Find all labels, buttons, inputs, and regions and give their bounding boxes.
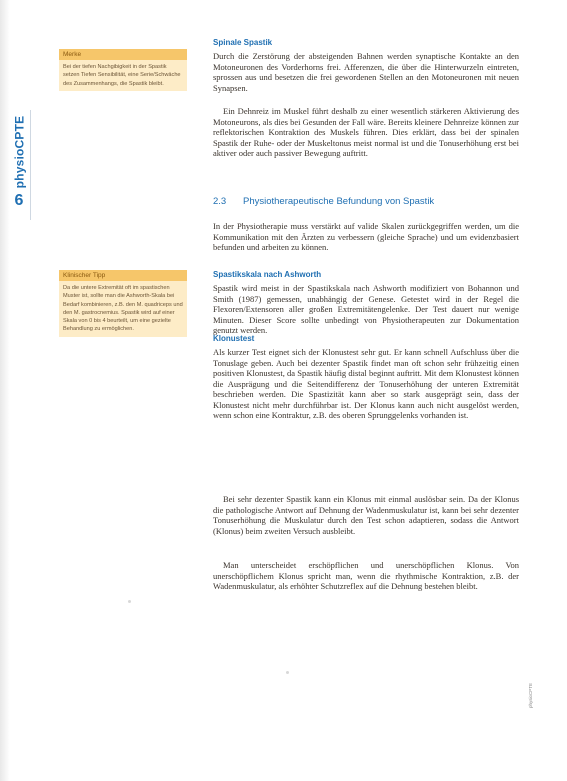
clinical-tip-title: Klinischer Tipp (59, 270, 187, 281)
paragraph-ashworth: Spastik wird meist in der Spastikskala nach Ashworth modifiziert von Bohannon und Smith (1987) gemessen, unabhängig der Genese. Getestet wird in der Regel die Flexoren/Extensoren aller großen Extremitätengelenke. Der Test dauert nur wenige Minuten. Dieser Score sollte unbedingt von Physiotherapeuten zur Dokumentation genutzt werden. (213, 283, 519, 335)
side-code: physioCPTE (527, 682, 533, 708)
paragraph-spinal-2: Ein Dehnreiz im Muskel führt deshalb zu einer wesentlich stärkeren Aktivierung des Motoneurons, als dies bei Gesunden der Fall wäre. Bereits kleinere Dehnreize können zur reflektorischen Kontraktion des Muskels führen. Dies erklärt, dass bei der spinalen Spastik der Ruhe- oder der Muskeltonus meist normal ist und die Tonuserhöhung erst bei aktiver oder auch passiver Bewegung auftritt. (213, 106, 519, 158)
paragraph-klonus-3: Man unterscheidet erschöpflichen und unerschöpflichen Klonus. Von unerschöpflichem Klonus spricht man, wenn die rhythmische Kontraktion, z.B. der Wadenmuskulatur, als erhöhter Schutzreflex auf die Dehnung bestehen bleibt. (213, 560, 519, 591)
page-mark (128, 600, 131, 603)
section-number: 2.3 (213, 196, 227, 207)
merke-box (59, 49, 187, 91)
heading-klonustest: Klonustest (213, 334, 255, 343)
merke-box-body: Bei der tiefen Nachgibigkeit in der Spastik setzen Tiefen Sensibilität, eine Serie/Schwäche des Zusammenhangs, die Spastik bleibt. (59, 60, 187, 91)
clinical-tip-body: Da die untere Extremität oft im spastischen Muster ist, sollte man die Ashworth-Skala bei Bedarf kombinieren, z.B. den M. quadriceps und den M. gastrocnemius. Spastik wird auf einer Skala von 0 bis 4 beurteilt, um eine gezielte Behandlung zu ermöglichen. (59, 281, 187, 337)
paragraph-section-intro: In der Physiotherapie muss verstärkt auf valide Skalen zurückgegriffen werden, um die Kommunikation mit den Ärzten zu verbessern (gleiche Sprache) und um evidenzbasiert befunden und arbeiten zu können. (213, 221, 519, 252)
heading-spinale-spastik: Spinale Spastik (213, 38, 273, 47)
chapter-tab: 6 (14, 192, 24, 209)
section-heading (213, 196, 434, 207)
page-mark (286, 671, 289, 674)
paragraph-spinal-1: Durch die Zerstörung der absteigenden Bahnen werden synaptische Kontakte an den Motoneuronen des Vorderhorns frei. Afferenzen, die über die Hinterwurzeln eintreten, sprossen aus und besetzen die frei gewordenen Stellen an den Motoneuronen mit neuen Synapsen. (213, 51, 519, 93)
paragraph-klonus-1: Als kurzer Test eignet sich der Klonustest sehr gut. Er kann schnell Aufschluss über die Tonuslage geben. Auch bei dezenter Spastik findet man oft schon sehr frühzeitig einen positiven Klonustest, da Spastik häufig distal beginnt auftritt. Mit dem Klonustest können die Ausprägung und die Seitendifferenz der Tonuserhöhung der unteren Extremität beschrieben werden. Die Spastizität kann aber so stark ausgeprägt sein, dass der Klonustest nicht mehr durchführbar ist. Der Klonus kann auch nicht ausgelöst werden, wenn schon eine Kontraktur, z.B. des oberen Sprunggelenks vorhanden ist. (213, 347, 519, 420)
clinical-tip-box (59, 270, 187, 337)
series-brand: physioCPTE (12, 115, 26, 189)
sidebar-rule (30, 110, 31, 220)
paragraph-klonus-2: Bei sehr dezenter Spastik kann ein Klonus mit einmal auslösbar sein. Da der Klonus die pathologische Antwort auf Dehnung der Wadenmuskulatur ist, kann bei sehr dezenter Tonuserhöhung die Muskulatur durch den Test schon adaptieren, sodass die Antwort (Klonus) beim zweiten Versuch ausbleibt. (213, 494, 519, 536)
section-title: Physiotherapeutische Befundung von Spastik (243, 196, 435, 207)
heading-ashworth: Spastikskala nach Ashworth (213, 270, 322, 279)
merke-box-title: Merke (59, 49, 187, 60)
